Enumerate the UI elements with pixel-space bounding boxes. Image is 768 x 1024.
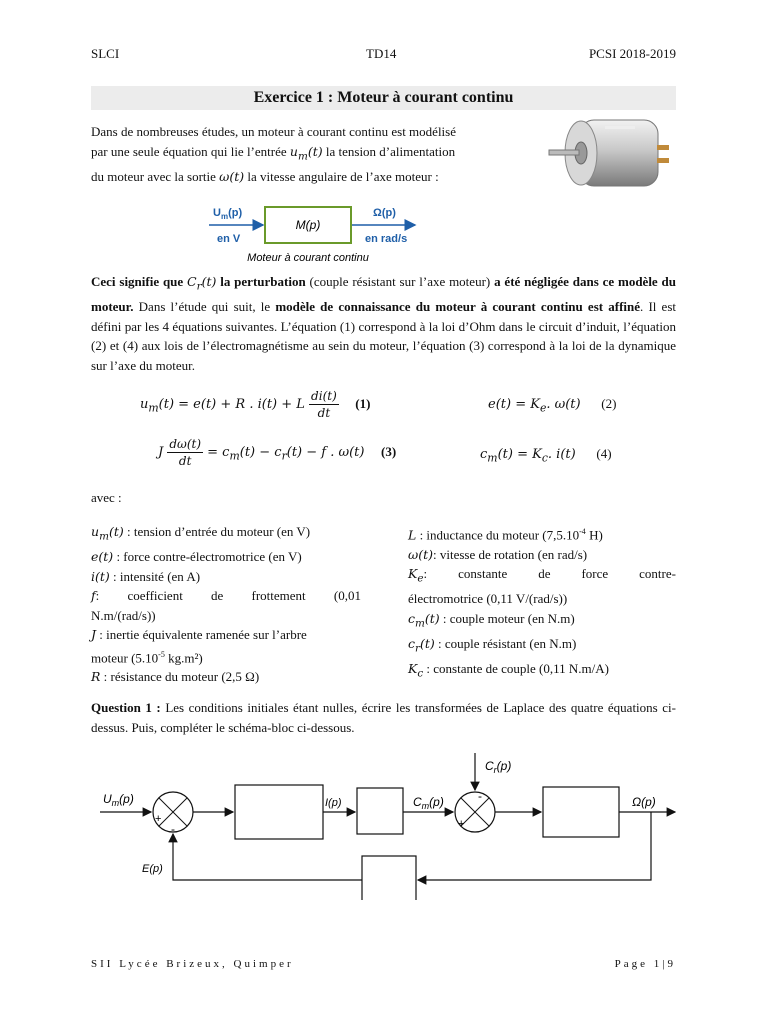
cr-subscript: r (196, 280, 202, 293)
legend-omega: ω(t): vitesse de rotation (en rad/s) (408, 546, 588, 562)
question-label: Question 1 : (91, 700, 161, 715)
intro-paragraph (91, 122, 533, 186)
empty-block-3[interactable] (543, 787, 619, 837)
normal-text: (couple résistant sur l’axe moteur) (305, 274, 495, 289)
model-paragraph (91, 272, 676, 375)
motor-transfer-diagram (205, 198, 435, 268)
question-1 (91, 698, 676, 737)
svg-text:-: - (478, 789, 482, 803)
um-arg: (t) (307, 143, 323, 159)
feedback-line-2 (173, 834, 362, 880)
legend-ke-cont: électromotrice (0,11 V/(rad/s)) (408, 591, 568, 607)
bold-text: Ceci signifie que (91, 274, 188, 289)
intro-text: par une seule équation qui lie l’entrée (91, 143, 290, 159)
avec-label: avec : (91, 490, 122, 505)
legend-f-cont: N.m/(rad/s)) (91, 607, 156, 623)
question-text: Les conditions initiales étant nulles, écrire les transformées de Laplace des quatre équations ci-dessus. Puis, compléter le schéma-bloc ci-dessous. (91, 700, 676, 735)
omega-symbol: ω(t) (219, 168, 245, 184)
intro-text: la vitesse angulaire de l’axe moteur : (244, 168, 439, 184)
ip-label: I(p) (325, 797, 342, 809)
empty-block-1[interactable] (235, 785, 323, 839)
motor-caption: Moteur à courant continu (247, 252, 369, 264)
intro-line-2 (91, 142, 533, 167)
footer-left: SII Lycée Brizeux, Quimper (91, 958, 294, 970)
ep-label: E(p) (142, 863, 163, 875)
output-unit: en rad/s (365, 233, 408, 245)
cr-label: $C_r(p)$ (485, 759, 512, 775)
block-diagram (95, 750, 685, 900)
legend-r: R : résistance du moteur (2,5 Ω) (91, 669, 260, 685)
um-label: $U_m(p)$ (103, 792, 134, 808)
um-symbol: u (289, 143, 298, 159)
legend-cm: $c_m(t)$ : couple moteur (en N.m) (408, 610, 575, 630)
input-unit: en V (217, 233, 241, 245)
intro-text: la tension d’alimentation (322, 143, 456, 159)
svg-text:+: + (458, 818, 465, 830)
legend-cr: $c_r(t)$ : couple résistant (en N.m) (408, 635, 577, 655)
equation-2: $e(t) = K_e$. ω(t) (2) (488, 396, 617, 415)
empty-block-4[interactable] (362, 856, 416, 900)
legend-j: J : inertie équivalente ramenée sur l’arbre (91, 627, 307, 642)
intro-line-3 (91, 167, 533, 187)
equation-4: $c_m(t) = K_c$. i(t) (4) (480, 446, 612, 465)
legend-e: e(t) : force contre-électromotrice (en V) (91, 549, 302, 564)
dc-motor-image (545, 110, 680, 200)
legend-ke: $K_e$: constante de force contre- (408, 566, 676, 585)
um-subscript: m (297, 150, 308, 162)
legend-right (408, 522, 676, 684)
cr-symbol: C (187, 274, 197, 289)
legend-i: i(t) : intensité (en A) (91, 568, 201, 584)
summing-junction-1 (153, 792, 193, 836)
bold-text: modèle de connaissance du moteur à courant continu est affiné (275, 299, 641, 314)
bold-text: a été négligée dans ce modèle du moteur. (91, 274, 676, 314)
header-center: TD14 (366, 46, 397, 61)
footer-right: Page 1|9 (614, 958, 676, 970)
output-label: Ω(p) (373, 207, 396, 219)
equation-1: $u_m(t) = e(t) + R$ . i(t) + L $\frac{di(t)}{dt}$ (1) (140, 389, 371, 420)
legend-kc: $K_c$ : constante de couple (0,11 N.m/A) (408, 660, 609, 680)
legend-um: $u_m(t)$ : tension d’entrée du moteur (en V) (91, 524, 311, 543)
legend-j-cont: moteur ($5.10^{-5}$ kg.m²) (91, 649, 203, 665)
bold-text: la perturbation (216, 274, 306, 289)
exercise-title: Exercice 1 : Moteur à courant continu (91, 86, 676, 110)
cm-label: $C_m(p)$ (413, 795, 444, 811)
equation-3: J $\frac{d\omega(t)}{dt}$ = $c_m(t) - c_r(t) - f$ . ω(t) (3) (158, 437, 397, 468)
intro-line-1: Dans de nombreuses études, un moteur à courant continu est modélisé (91, 124, 456, 139)
svg-text:+: + (155, 813, 162, 825)
cr-arg: (t) (201, 274, 217, 289)
block-label: M(p) (295, 218, 321, 232)
intro-text: du moteur avec la sortie (91, 168, 220, 184)
legend-f: f: coefficient de frottement (0,01 (91, 588, 361, 603)
input-label: $U_m(p)$ (213, 207, 243, 221)
svg-text:-: - (171, 822, 175, 836)
summing-junction-2 (455, 789, 495, 832)
normal-text: . Il est défini par les 4 équations suivantes. L’équation (1) correspond à la loi d’Ohm dans le circuit d’induit, l’équation (2) et (4) aux lois de l’électromagnétisme au sein du moteur, l’équation (3) correspond à la loi de la dynamique sur l’axe du moteur. (91, 299, 676, 373)
omega-label: Ω(p) (632, 795, 656, 809)
legend-l: L : inductance du moteur ($7,5.10^{-4}$ H) (408, 527, 603, 543)
empty-block-2[interactable] (357, 788, 403, 834)
header-right: PCSI 2018-2019 (588, 46, 676, 61)
normal-text: Dans l’étude qui suit, le (133, 299, 276, 314)
header-left: SLCI (91, 46, 120, 61)
legend-left (91, 522, 361, 687)
